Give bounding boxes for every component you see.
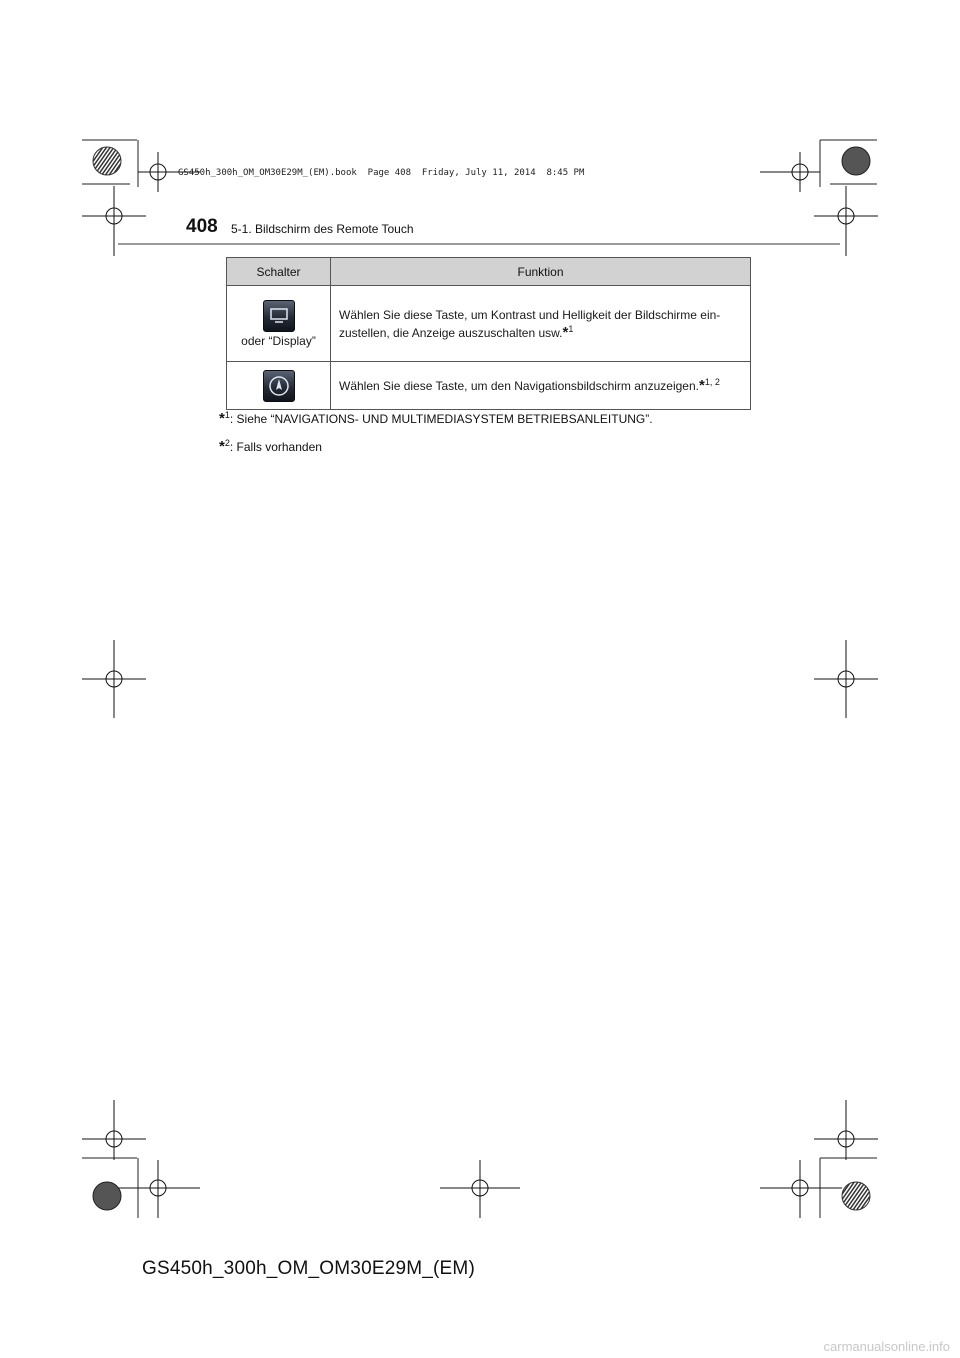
page-number: 408 bbox=[186, 216, 218, 237]
note-ref: 1, 2 bbox=[704, 376, 720, 387]
registration-mark bbox=[440, 1160, 520, 1218]
registration-mark bbox=[814, 186, 878, 256]
watermark: carmanualsonline.info bbox=[823, 1339, 950, 1354]
note-star: * bbox=[698, 376, 705, 394]
switch-alt-label: oder “Display” bbox=[241, 333, 316, 348]
color-wheel-mark bbox=[842, 1182, 870, 1210]
document-code: GS450h_300h_OM_OM30E29M_(EM) bbox=[142, 1258, 475, 1279]
registration-mark bbox=[814, 640, 878, 718]
function-text: Wählen Sie diese Taste, um Kontrast und Helligkeit der Bildschirme ein-zustellen, die Anzeige auszuschalten usw. bbox=[339, 307, 721, 340]
column-header-switch: Schalter bbox=[227, 258, 331, 286]
registration-mark bbox=[118, 1160, 200, 1218]
color-wheel-mark bbox=[842, 147, 870, 175]
column-header-function: Funktion bbox=[331, 258, 751, 286]
registration-mark bbox=[760, 1160, 842, 1218]
footnote-text: : Falls vorhanden bbox=[229, 440, 322, 454]
footnote-ref: 1 bbox=[224, 410, 230, 420]
registration-mark bbox=[138, 152, 200, 192]
footnote-ref: 2 bbox=[224, 438, 230, 448]
registration-mark bbox=[82, 1100, 146, 1160]
color-wheel-mark bbox=[93, 1182, 121, 1210]
function-text: Wählen Sie diese Taste, um den Navigationsbildschirm anzuzeigen. bbox=[339, 378, 699, 393]
note-star: * bbox=[562, 323, 569, 341]
registration-mark bbox=[814, 1100, 878, 1160]
registration-marks bbox=[82, 152, 878, 1218]
footnote-star: * bbox=[219, 410, 225, 427]
registration-mark bbox=[82, 186, 146, 256]
print-info: GS450h_300h_OM_OM30E29M_(EM).book Page 408 Friday, July 11, 2014 8:45 PM bbox=[178, 168, 585, 178]
footnote-star: * bbox=[219, 438, 225, 455]
registration-mark bbox=[760, 152, 820, 192]
footnote-text: : Siehe “NAVIGATIONS- UND MULTIMEDIASYSTEM BETRIEBSANLEITUNG”. bbox=[229, 412, 653, 426]
registration-mark bbox=[82, 640, 146, 718]
color-wheel-mark bbox=[93, 147, 121, 175]
section-title: 5-1. Bildschirm des Remote Touch bbox=[231, 222, 414, 236]
note-ref: 1 bbox=[568, 323, 574, 334]
